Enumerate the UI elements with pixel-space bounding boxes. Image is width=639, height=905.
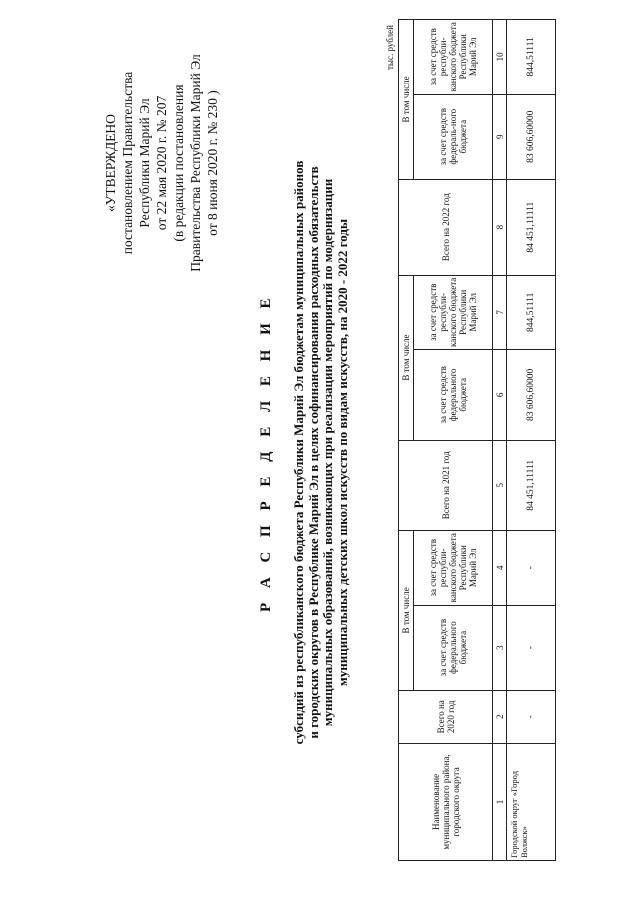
header-row [399, 20, 414, 861]
header-federal-2022: за счет средств федераль-ного бюджета [414, 94, 493, 179]
row-name: Городской округ «Город Волжск» [507, 743, 556, 860]
cell-total-2020: - [507, 690, 556, 743]
cell-federal-2021: 83 606,60000 [507, 350, 556, 440]
col-number: 1 [493, 743, 507, 860]
approval-line: Республики Марий Эл [137, 98, 152, 228]
header-total-2020: Всего на 2020 год [399, 690, 493, 743]
header-total-2021: Всего на 2021 год [399, 440, 493, 530]
col-number: 2 [493, 690, 507, 743]
col-number: 10 [493, 20, 507, 95]
subtitle-line: и городских округов в Республике Марий Эл в целях софинансирования расходных обязательств [305, 166, 321, 739]
header-name-cell: Наименование муниципального района, городского округа [399, 743, 493, 860]
distribution-table [398, 19, 556, 861]
document-subtitle [292, 100, 350, 805]
col-number: 9 [493, 94, 507, 179]
table-row [507, 20, 556, 861]
document-title: Р А С П Р Е Д Е Л Е Н И Е [258, 293, 274, 613]
subtitle-line: муниципальных детских школ искусств по видам искусств, на 2020 - 2022 годы [334, 218, 350, 687]
column-number-row [493, 20, 507, 861]
approval-line: от 8 июня 2020 г. № 230 ) [205, 90, 220, 236]
approval-line: «УТВЕРЖДЕНО [103, 114, 118, 212]
cell-republic-2021: 844,51111 [507, 275, 556, 350]
header-republic-2022: за счет средств республи-канского бюджета Республики Марий Эл [414, 20, 493, 95]
cell-total-2022: 84 451,11111 [507, 179, 556, 275]
cell-total-2021: 84 451,11111 [507, 440, 556, 530]
header-total-2022: Всего на 2022 год [399, 179, 493, 275]
col-number: 5 [493, 440, 507, 530]
header-republic-2020: за счет средств республи-канского бюджета Республики Марий Эл [414, 531, 493, 606]
col-number: 7 [493, 275, 507, 350]
header-incl-2021: В том числе [399, 275, 414, 440]
header-federal-2021: за счет средств федерального бюджета [414, 350, 493, 440]
header-republic-2021: за счет средств республи-канского бюджета Республики Марий Эл [414, 275, 493, 350]
approval-line: Правительства Республики Марий Эл [188, 54, 203, 272]
col-number: 8 [493, 179, 507, 275]
cell-federal-2020: - [507, 605, 556, 690]
approval-line: постановлением Правительства [120, 71, 135, 255]
col-number: 4 [493, 531, 507, 606]
col-number: 3 [493, 605, 507, 690]
header-federal-2020: за счет средств федерального бюджета [414, 605, 493, 690]
cell-republic-2022: 844,51111 [507, 20, 556, 95]
cell-republic-2020: - [507, 531, 556, 606]
units-label: тыс. рублей [385, 25, 395, 70]
header-incl-2022: В том числе [399, 20, 414, 180]
cell-federal-2022: 83 606,60000 [507, 94, 556, 179]
approval-stamp [102, 33, 221, 293]
col-number: 6 [493, 350, 507, 440]
subtitle-line: муниципальных образований, возникающих при реализации мероприятий по модернизации [320, 178, 335, 727]
subtitle-line: субсидий из республиканского бюджета Республики Марий Эл бюджетам муниципальных районов [291, 160, 306, 745]
header-incl-2020: В том числе [399, 531, 414, 691]
approval-line: от 22 мая 2020 г. № 207 [154, 95, 169, 231]
approval-line: (в редакции постановления [171, 84, 186, 242]
